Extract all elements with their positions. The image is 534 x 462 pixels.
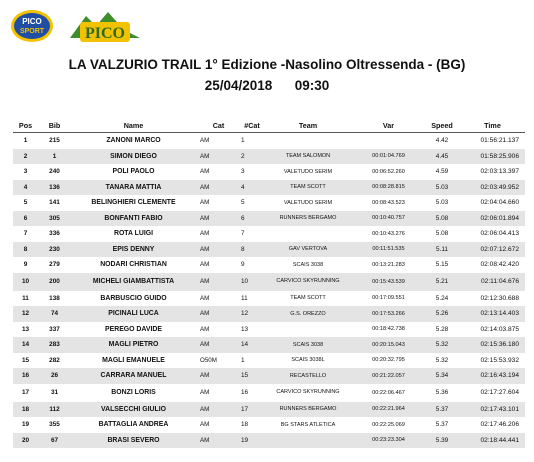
- cell-time: 02:13:14.403: [460, 306, 525, 322]
- cell-bib: 215: [49, 137, 60, 145]
- cell-speed: 5.32: [435, 356, 449, 364]
- cell-bib: 355: [49, 421, 60, 429]
- cell-cat: AM: [196, 180, 241, 196]
- cell-time: 02:15:36.180: [460, 337, 525, 353]
- cell-var: 00:21:22.057: [353, 368, 424, 384]
- col-header-pos: Pos: [13, 118, 38, 133]
- cell-pos: 20: [13, 433, 38, 449]
- cell-cat: AM: [196, 402, 241, 418]
- cell-speed: 5.15: [435, 261, 449, 269]
- cell-pos: 7: [23, 230, 28, 238]
- table-row: [13, 433, 525, 449]
- cell-team: [263, 322, 353, 338]
- cell-bib: 230: [38, 242, 71, 258]
- cell-cat: AM: [196, 242, 241, 258]
- cell-time: 02:17:46.206: [480, 421, 519, 429]
- cell-team: RECASTELLO: [263, 368, 353, 384]
- cell-team: [263, 133, 353, 149]
- cell-cat: AM: [200, 261, 210, 269]
- cell-num-cat: 3: [241, 168, 245, 176]
- cell-team: RUNNERS BERGAMO: [263, 402, 353, 418]
- cell-cat: AM: [196, 273, 241, 291]
- cell-speed: 5.11: [424, 242, 460, 258]
- cell-speed: 5.08: [435, 230, 449, 238]
- cell-time: 02:07:12.672: [460, 242, 525, 258]
- cell-time: 02:06:04.413: [480, 230, 519, 238]
- cell-time: 02:04:04.660: [480, 199, 519, 207]
- cell-cat: AM: [196, 211, 241, 227]
- cell-cat: O50M: [200, 356, 217, 364]
- cell-name: VALSECCHI GIULIO: [71, 402, 196, 418]
- table-row: [13, 180, 525, 196]
- table-row: [13, 417, 525, 433]
- cell-cat: AM: [196, 306, 241, 322]
- cell-var: 00:06:52.260: [372, 168, 405, 175]
- cell-var: 00:15:43.539: [353, 273, 424, 291]
- page-title: LA VALZURIO TRAIL 1° Edizione -Nasolino Oltressenda - (BG): [68, 57, 466, 72]
- cell-num-cat: 6: [241, 211, 263, 227]
- cell-pos: 2: [13, 149, 38, 165]
- cell-bib: 141: [49, 199, 60, 207]
- cell-var: 00:08:28.815: [353, 180, 424, 196]
- logo-left-line2: SPORT: [19, 28, 45, 35]
- cell-cat: AM: [200, 199, 210, 207]
- cell-num-cat: 1: [241, 137, 245, 145]
- cell-var: 00:17:09.551: [372, 295, 405, 302]
- cell-team: G.S. OREZZO: [263, 306, 353, 322]
- cell-speed: 5.39: [424, 433, 460, 449]
- col-header-speed: Speed: [424, 118, 460, 133]
- cell-bib: 283: [38, 337, 71, 353]
- cell-bib: 31: [50, 389, 59, 396]
- cell-var: 00:22:25.069: [372, 421, 405, 428]
- cell-team: TEAM SALOMON: [263, 149, 353, 165]
- cell-name: ROTA LUIGI: [113, 230, 154, 238]
- cell-num-cat: 18: [241, 421, 249, 429]
- table-row: [13, 195, 525, 211]
- cell-team: SCAIS 3038: [263, 337, 353, 353]
- cell-num-cat: 14: [241, 337, 263, 353]
- pico-sport-logo: [10, 8, 54, 44]
- cell-num-cat: 12: [241, 306, 263, 322]
- cell-speed: 5.21: [424, 273, 460, 291]
- cell-team: SCAIS 3038L: [291, 357, 325, 363]
- pico-logo: [66, 8, 144, 46]
- results-table: [13, 118, 525, 448]
- cell-pos: 4: [13, 180, 38, 196]
- cell-team: [263, 226, 353, 242]
- cell-team: CARVICO SKYRUNNING: [276, 389, 340, 396]
- cell-num-cat: 16: [241, 389, 249, 396]
- table-row: [13, 273, 525, 291]
- cell-num-cat: 7: [241, 230, 245, 238]
- table-row: [13, 306, 525, 322]
- cell-bib: 136: [38, 180, 71, 196]
- col-header-var: Var: [353, 118, 424, 133]
- cell-name: PEREGO DAVIDE: [105, 325, 162, 333]
- table-row: [13, 384, 525, 402]
- cell-name: BELINGHIERI CLEMENTE: [91, 199, 176, 207]
- cell-num-cat: 10: [241, 273, 263, 291]
- cell-speed: 4.42: [435, 137, 449, 145]
- cell-time: 02:11:04.676: [460, 273, 525, 291]
- cell-bib: 67: [38, 433, 71, 449]
- cell-time: 02:17:43.101: [460, 402, 525, 418]
- cell-team: SCAIS 3038: [292, 261, 324, 268]
- cell-name: POLI PAOLO: [112, 168, 155, 176]
- cell-time: 02:12:30.688: [480, 294, 519, 302]
- cell-pos: 13: [21, 325, 30, 333]
- cell-time: 02:18:44.441: [460, 433, 525, 449]
- cell-time: 02:03:13.397: [480, 168, 519, 176]
- cell-name: ZANONI MARCO: [106, 137, 161, 145]
- cell-speed: 5.08: [424, 211, 460, 227]
- cell-team: CARVICO SKYRUNNING: [263, 273, 353, 291]
- table-row: [13, 291, 525, 307]
- cell-bib: 337: [49, 325, 60, 333]
- cell-num-cat: 17: [241, 402, 263, 418]
- cell-team: [263, 433, 353, 449]
- cell-num-cat: 15: [241, 368, 263, 384]
- cell-num-cat: 5: [241, 199, 245, 207]
- cell-var: [353, 133, 424, 149]
- cell-cat: AM: [196, 337, 241, 353]
- logo-left-line1: PICO: [22, 17, 42, 26]
- cell-cat: AM: [200, 168, 210, 176]
- cell-speed: 4.45: [424, 149, 460, 165]
- table-row: [13, 164, 525, 180]
- cell-cat: AM: [200, 325, 210, 333]
- cell-bib: 305: [38, 211, 71, 227]
- cell-time: 02:14:03.875: [480, 325, 519, 333]
- cell-team: VALETUDO SERIM: [283, 168, 333, 175]
- cell-pos: 18: [13, 402, 38, 418]
- cell-bib: 138: [49, 294, 60, 302]
- cell-name: PICINALI LUCA: [71, 306, 196, 322]
- table-row: [13, 242, 525, 258]
- cell-name: SIMON DIEGO: [71, 149, 196, 165]
- cell-var: 00:08:43.523: [372, 199, 405, 206]
- race-date-time: 25/04/2018 09:30: [204, 78, 330, 93]
- cell-cat: AM: [200, 389, 210, 396]
- cell-bib: 200: [38, 273, 71, 291]
- cell-pos: 12: [13, 306, 38, 322]
- cell-name: BRASI SEVERO: [71, 433, 196, 449]
- cell-name: TANARA MATTIA: [71, 180, 196, 196]
- cell-bib: 279: [49, 261, 60, 269]
- cell-bib: 74: [38, 306, 71, 322]
- cell-num-cat: 9: [241, 261, 245, 269]
- cell-cat: AM: [200, 294, 210, 302]
- table-row: [13, 226, 525, 242]
- cell-var: 00:01:04.769: [353, 149, 424, 165]
- cell-pos: 14: [13, 337, 38, 353]
- cell-var: 00:20:15.043: [353, 337, 424, 353]
- cell-team: RUNNERS BERGAMO: [263, 211, 353, 227]
- cell-var: 00:10:40.757: [353, 211, 424, 227]
- cell-bib: 26: [38, 368, 71, 384]
- cell-speed: 5.24: [435, 294, 449, 302]
- cell-speed: 5.37: [435, 421, 449, 429]
- cell-time: 02:16:43.194: [460, 368, 525, 384]
- cell-var: 00:20:32.795: [372, 357, 405, 364]
- cell-num-cat: 11: [241, 294, 248, 302]
- table-row: [13, 337, 525, 353]
- col-header-time: Time: [460, 118, 525, 133]
- cell-num-cat: 8: [241, 242, 263, 258]
- cell-var: 00:22:21.964: [353, 402, 424, 418]
- cell-pos: 15: [21, 356, 30, 364]
- cell-team: TEAM SCOTT: [263, 180, 353, 196]
- cell-pos: 9: [23, 261, 28, 269]
- cell-time: 01:56:21.137: [480, 137, 519, 145]
- table-row: [13, 211, 525, 227]
- cell-time: 02:03:49.952: [460, 180, 525, 196]
- cell-num-cat: 2: [241, 149, 263, 165]
- cell-cat: AM: [200, 230, 210, 238]
- cell-pos: 8: [13, 242, 38, 258]
- cell-speed: 5.28: [435, 325, 449, 333]
- cell-cat: AM: [196, 368, 241, 384]
- cell-name: BARBUSCIO GUIDO: [100, 294, 167, 302]
- cell-speed: 5.36: [435, 389, 449, 396]
- cell-num-cat: 4: [241, 180, 263, 196]
- cell-team: TEAM SCOTT: [290, 295, 326, 301]
- cell-pos: 10: [13, 273, 38, 291]
- cell-name: BATTAGLIA ANDREA: [98, 421, 169, 429]
- cell-pos: 1: [23, 137, 28, 145]
- col-header-team: Team: [263, 118, 353, 133]
- cell-name: MAGLI PIETRO: [71, 337, 196, 353]
- cell-team: GAV VERTOVA: [263, 242, 353, 258]
- cell-name: BONZI LORIS: [111, 389, 156, 396]
- cell-time: 02:17:27.604: [480, 389, 519, 396]
- cell-speed: 5.26: [424, 306, 460, 322]
- cell-pos: 6: [13, 211, 38, 227]
- col-header-num-cat: #Cat: [241, 118, 263, 133]
- cell-bib: 336: [49, 230, 60, 238]
- logo-right-text: PICO: [85, 25, 125, 42]
- cell-cat: AM: [196, 149, 241, 165]
- cell-name: BONFANTI FABIO: [71, 211, 196, 227]
- table-row: [13, 353, 525, 369]
- cell-pos: 11: [22, 294, 29, 302]
- cell-num-cat: 1: [241, 356, 245, 364]
- cell-bib: 112: [38, 402, 71, 418]
- table-row: [13, 368, 525, 384]
- cell-speed: 5.32: [424, 337, 460, 353]
- table-row: [13, 133, 525, 149]
- cell-bib: 240: [49, 168, 60, 176]
- cell-var: 00:10:43.276: [372, 230, 405, 237]
- cell-speed: 5.03: [424, 180, 460, 196]
- cell-speed: 5.34: [424, 368, 460, 384]
- cell-time: 01:58:25.906: [460, 149, 525, 165]
- table-row: [13, 149, 525, 165]
- cell-time: 02:06:01.894: [460, 211, 525, 227]
- cell-cat: AM: [200, 137, 210, 145]
- cell-team: VALETUDO SERIM: [283, 199, 333, 206]
- cell-cat: AM: [196, 433, 241, 449]
- cell-name: EPIS DENNY: [71, 242, 196, 258]
- cell-name: NODARI CHRISTIAN: [100, 261, 167, 269]
- table-row: [13, 257, 525, 273]
- cell-cat: AM: [200, 421, 210, 429]
- cell-speed: 4.59: [435, 168, 449, 176]
- table-row: [13, 402, 525, 418]
- cell-var: 00:11:51.535: [353, 242, 424, 258]
- cell-pos: 16: [13, 368, 38, 384]
- cell-speed: 5.03: [435, 199, 449, 207]
- cell-name: MAGLI EMANUELE: [102, 356, 165, 364]
- cell-pos: 17: [21, 389, 30, 396]
- cell-bib: 282: [49, 356, 60, 364]
- cell-var: 00:13:21.283: [372, 261, 405, 268]
- cell-num-cat: 19: [241, 433, 263, 449]
- table-row: [13, 322, 525, 338]
- col-header-cat: Cat: [196, 118, 241, 133]
- col-header-name: Name: [71, 118, 196, 133]
- cell-pos: 3: [23, 168, 28, 176]
- col-header-bib: Bib: [38, 118, 71, 133]
- cell-team: BG STARS ATLETICA: [280, 421, 336, 428]
- cell-var: 00:18:42.738: [372, 326, 405, 333]
- cell-bib: 1: [38, 149, 71, 165]
- cell-pos: 19: [21, 421, 30, 429]
- cell-var: 00:17:53.266: [353, 306, 424, 322]
- cell-speed: 5.37: [424, 402, 460, 418]
- cell-var: 00:23:23.304: [353, 433, 424, 449]
- cell-name: MICHELI GIAMBATTISTA: [71, 273, 196, 291]
- cell-num-cat: 13: [241, 325, 249, 333]
- cell-pos: 5: [23, 199, 28, 207]
- cell-name: CARRARA MANUEL: [71, 368, 196, 384]
- cell-var: 00:22:06.467: [372, 389, 405, 396]
- table-header-row: [13, 118, 525, 133]
- cell-time: 02:15:53.932: [480, 356, 519, 364]
- cell-time: 02:08:42.420: [480, 261, 519, 269]
